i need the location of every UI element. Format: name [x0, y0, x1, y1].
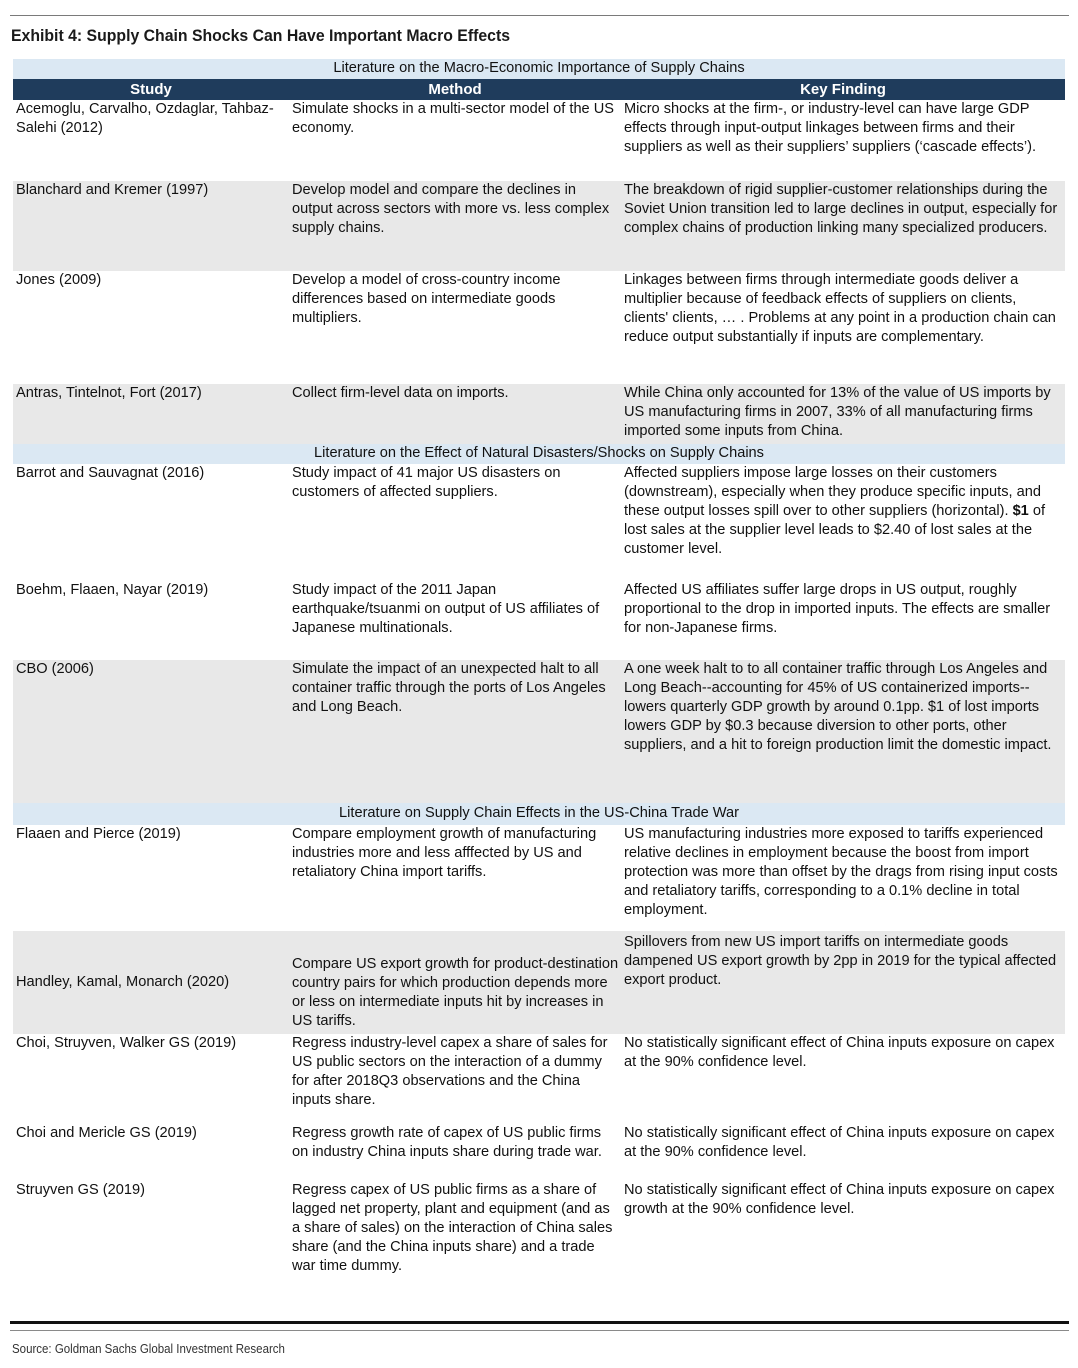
- finding-text-tail: of lost sales at the supplier level leads to $2.40 of lost sales at the customer level.: [624, 503, 1046, 558]
- table-row: [13, 581, 1065, 660]
- method-cell: Regress growth rate of capex of US public firms on industry China inputs share during trade war.: [289, 1124, 621, 1181]
- table-row: [13, 181, 1065, 271]
- study-cell: Jones (2009): [13, 271, 289, 384]
- table-row: [13, 825, 1065, 931]
- section-header: [13, 444, 1065, 464]
- table-row: [13, 384, 1065, 444]
- finding-cell: No statistically significant effect of China inputs exposure on capex at the 90% confidence level.: [621, 1034, 1065, 1124]
- study-cell: Struyven GS (2019): [13, 1181, 289, 1291]
- method-cell: Simulate the impact of an unexpected halt to all container traffic through the ports of Los Angeles and Long Beach.: [289, 660, 621, 803]
- study-cell: Handley, Kamal, Monarch (2020): [13, 931, 289, 1034]
- section-heading: Literature on the Effect of Natural Disasters/Shocks on Supply Chains: [13, 444, 1065, 464]
- finding-text: Affected suppliers impose large losses on their customers (downstream), especially when they produce specific inputs, and these output losses spill over to other suppliers (horizontal).: [624, 465, 1041, 520]
- exhibit-title: Exhibit 4: Supply Chain Shocks Can Have Important Macro Effects: [11, 26, 511, 45]
- finding-cell: Linkages between firms through intermediate goods deliver a multiplier because of feedback effects of suppliers on clients, clients' clients, … . Problems at any point in a production chain can reduce output substantially if inputs are complementary.: [621, 271, 1065, 384]
- finding-cell: While China only accounted for 13% of the value of US imports by US manufacturing firms in 2007, 33% of all manufacturing firms imported some inputs from China.: [621, 384, 1065, 444]
- study-cell: Blanchard and Kremer (1997): [13, 181, 289, 271]
- method-cell: Simulate shocks in a multi-sector model of the US economy.: [289, 100, 621, 181]
- method-cell: Develop a model of cross-country income differences based on intermediate goods multipliers.: [289, 271, 621, 384]
- study-cell: Barrot and Sauvagnat (2016): [13, 464, 289, 581]
- study-cell: CBO (2006): [13, 660, 289, 803]
- finding-cell: Spillovers from new US import tariffs on intermediate goods dampened US export growth by 2pp in 2019 for the typical affected export product.: [621, 931, 1065, 1034]
- finding-cell: A one week halt to to all container traffic through Los Angeles and Long Beach--accounting for 45% of US containerized imports--lowers quarterly GDP growth by around 0.1pp. $1 of lost imports lowers GDP by $0.3 because diversion to other ports, other suppliers, and a hit to foreign production limit the domestic impact.: [621, 660, 1065, 803]
- table-row: [13, 931, 1065, 1034]
- section-heading: Literature on Supply Chain Effects in the US-China Trade War: [13, 803, 1065, 825]
- finding-cell: No statistically significant effect of China inputs exposure on capex at the 90% confidence level.: [621, 1124, 1065, 1181]
- study-cell: Boehm, Flaaen, Nayar (2019): [13, 581, 289, 660]
- section-header: [13, 59, 1065, 79]
- table-row: [13, 1181, 1065, 1291]
- table-row: [13, 660, 1065, 803]
- literature-table: [13, 59, 1065, 1291]
- table-row: [13, 100, 1065, 181]
- table-row: [13, 1124, 1065, 1181]
- finding-cell: Affected US affiliates suffer large drops in US output, roughly proportional to the drop in imported inputs. The effects are smaller for non-Japanese firms.: [621, 581, 1065, 660]
- study-cell: Antras, Tintelnot, Fort (2017): [13, 384, 289, 444]
- method-cell: Regress capex of US public firms as a share of lagged net property, plant and equipment (and as a share of sales) on the interaction of China sales share (and the China inputs share) and a trade war time dummy.: [289, 1181, 621, 1291]
- finding-cell: The breakdown of rigid supplier-customer relationships during the Soviet Union transition led to large declines in output, especially for complex chains of production linking many specialized producers.: [621, 181, 1065, 271]
- method-cell: Study impact of 41 major US disasters on customers of affected suppliers.: [289, 464, 621, 581]
- study-cell: Choi and Mericle GS (2019): [13, 1124, 289, 1181]
- method-cell: Study impact of the 2011 Japan earthquake/tsuanmi on output of US affiliates of Japanese multinationals.: [289, 581, 621, 660]
- table-row: [13, 464, 1065, 581]
- section-header: [13, 803, 1065, 825]
- study-cell: Flaaen and Pierce (2019): [13, 825, 289, 931]
- bottom-thin-rule: [10, 1330, 1069, 1331]
- top-rule: [10, 15, 1069, 16]
- bottom-rule: [10, 1321, 1069, 1324]
- finding-cell: No statistically significant effect of China inputs exposure on capex growth at the 90% confidence level.: [621, 1181, 1065, 1291]
- method-cell: Collect firm-level data on imports.: [289, 384, 621, 444]
- table-row: [13, 271, 1065, 384]
- column-header-finding: Key Finding: [621, 79, 1065, 100]
- finding-bold-amount: $1: [1012, 503, 1029, 520]
- study-cell: Choi, Struyven, Walker GS (2019): [13, 1034, 289, 1124]
- method-cell: Develop model and compare the declines in output across sectors with more vs. less complex supply chains.: [289, 181, 621, 271]
- method-cell: Regress industry-level capex a share of sales for US public sectors on the interaction of a dummy for after 2018Q3 observations and the China inputs share.: [289, 1034, 621, 1124]
- section-heading: Literature on the Macro-Economic Importance of Supply Chains: [13, 59, 1065, 79]
- table-row: [13, 1034, 1065, 1124]
- column-header-method: Method: [289, 79, 621, 100]
- source-note: Source: Goldman Sachs Global Investment Research: [12, 1342, 285, 1356]
- finding-cell: [621, 464, 1065, 581]
- method-cell: Compare US export growth for product-destination country pairs for which production depends more or less on intermediate inputs hit by increases in US tariffs.: [289, 931, 621, 1034]
- column-header-study: Study: [13, 79, 289, 100]
- finding-cell: US manufacturing industries more exposed to tariffs experienced relative declines in employment because the boost from import protection was more than offset by the drags from rising input costs and retaliatory tariffs, corresponding to a 0.1% decline in total employment.: [621, 825, 1065, 931]
- study-cell: Acemoglu, Carvalho, Ozdaglar, Tahbaz-Salehi (2012): [13, 100, 289, 181]
- finding-cell: Micro shocks at the firm-, or industry-level can have large GDP effects through input-output linkages between firms and their suppliers as well as their suppliers’ suppliers (‘cascade effects’).: [621, 100, 1065, 181]
- column-header-row: [13, 79, 1065, 100]
- method-cell: Compare employment growth of manufacturing industries more and less afffected by US and retaliatory China import tariffs.: [289, 825, 621, 931]
